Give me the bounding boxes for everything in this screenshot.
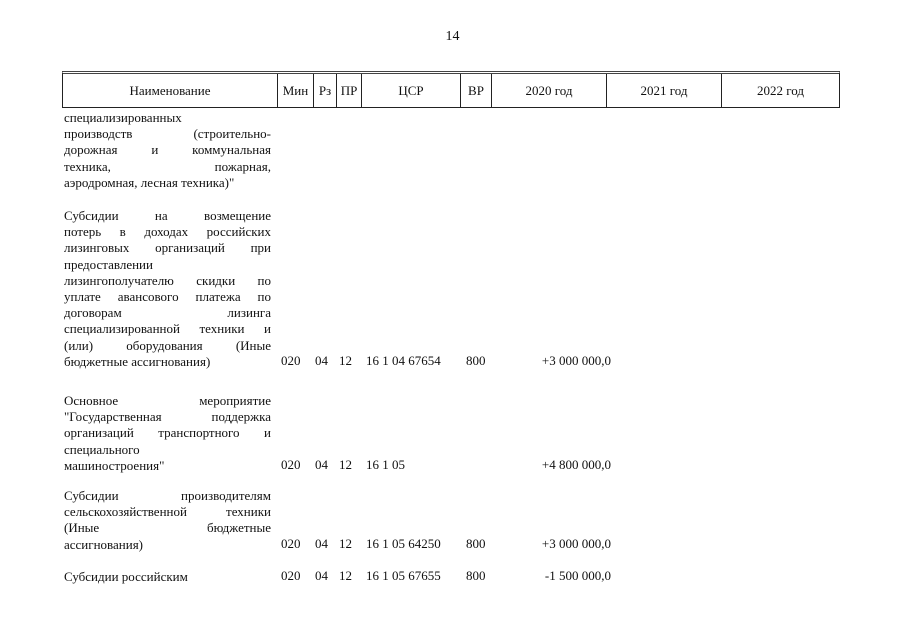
row-name xyxy=(64,110,271,191)
row-min: 020 xyxy=(281,535,301,551)
row-pr: 12 xyxy=(339,352,352,368)
row-name-line: специализированных xyxy=(64,110,182,125)
header-pr: ПР xyxy=(336,74,361,107)
header-2021: 2021 год xyxy=(606,74,721,107)
row-name-line: (или) оборудования (Иные xyxy=(64,337,271,353)
header-name: Наименование xyxy=(129,82,211,98)
row-rz: 04 xyxy=(315,535,328,551)
row-csr: 16 1 05 xyxy=(366,456,405,472)
header-rz: Рз xyxy=(313,74,336,107)
row-csr: 16 1 05 64250 xyxy=(366,535,441,551)
row-name-line: производств (строительно- xyxy=(64,126,271,142)
row-rz: 04 xyxy=(315,568,328,583)
row-name-line: уплате авансового платежа по xyxy=(64,289,271,305)
row-csr: 16 1 05 67655 xyxy=(366,568,441,583)
row-name-line: машиностроения" xyxy=(64,457,165,473)
table-header xyxy=(62,71,840,108)
row-name-line: потерь в доходах российских xyxy=(64,224,271,240)
row-vr: 800 xyxy=(466,568,486,583)
row-name xyxy=(64,208,271,370)
row-2020: -1 500 000,0 xyxy=(544,568,611,583)
row-name-line: сельскохозяйственной техники xyxy=(64,504,271,520)
row-vr: 800 xyxy=(466,352,486,368)
row-rz: 04 xyxy=(315,456,328,472)
header-2020: 2020 год xyxy=(491,74,606,107)
row-vr: 800 xyxy=(466,535,486,551)
row-name-line: предоставлении xyxy=(64,256,153,272)
row-name xyxy=(64,569,271,585)
row-name-line: договорам лизинга xyxy=(64,305,271,321)
row-name-line: специального xyxy=(64,441,140,457)
row-name-line: лизингополучателю скидки по xyxy=(64,272,271,288)
header-min: Мин xyxy=(277,74,313,107)
row-name-line: дорожная и коммунальная xyxy=(64,142,271,158)
row-name-line: Основное мероприятие xyxy=(64,393,271,408)
row-2020: +4 800 000,0 xyxy=(541,456,611,472)
row-min: 020 xyxy=(281,568,301,583)
row-min: 020 xyxy=(281,352,301,368)
row-name-line: специализированной техники и xyxy=(64,321,271,337)
row-name-line: Субсидии российским xyxy=(64,569,188,584)
row-name-line: ассигнования) xyxy=(64,536,144,552)
row-name-line: бюджетные ассигнования) xyxy=(64,353,211,369)
row-name xyxy=(64,488,271,553)
row-2020: +3 000 000,0 xyxy=(541,352,611,368)
row-name-line: лизинговых организаций при xyxy=(64,240,271,256)
row-name-line: "Государственная поддержка xyxy=(64,409,271,425)
row-name xyxy=(64,393,271,474)
row-rz: 04 xyxy=(315,352,328,368)
row-pr: 12 xyxy=(339,568,352,583)
row-name-line: Субсидии на возмещение xyxy=(64,208,271,223)
row-name-line: (Иные бюджетные xyxy=(64,520,271,536)
header-vr: ВР xyxy=(460,74,491,107)
row-name-line: аэродромная, лесная техника)" xyxy=(64,174,235,190)
header-2022: 2022 год xyxy=(721,74,839,107)
row-csr: 16 1 04 67654 xyxy=(366,352,441,368)
page-number: 14 xyxy=(445,29,460,44)
row-name-line: организаций транспортного и xyxy=(64,425,271,441)
row-pr: 12 xyxy=(339,456,352,472)
row-min: 020 xyxy=(281,456,301,472)
row-2020: +3 000 000,0 xyxy=(541,535,611,551)
header-csr: ЦСР xyxy=(361,74,460,107)
row-pr: 12 xyxy=(339,535,352,551)
row-name-line: техника, пожарная, xyxy=(64,158,271,174)
row-name-line: Субсидии производителям xyxy=(64,488,271,503)
